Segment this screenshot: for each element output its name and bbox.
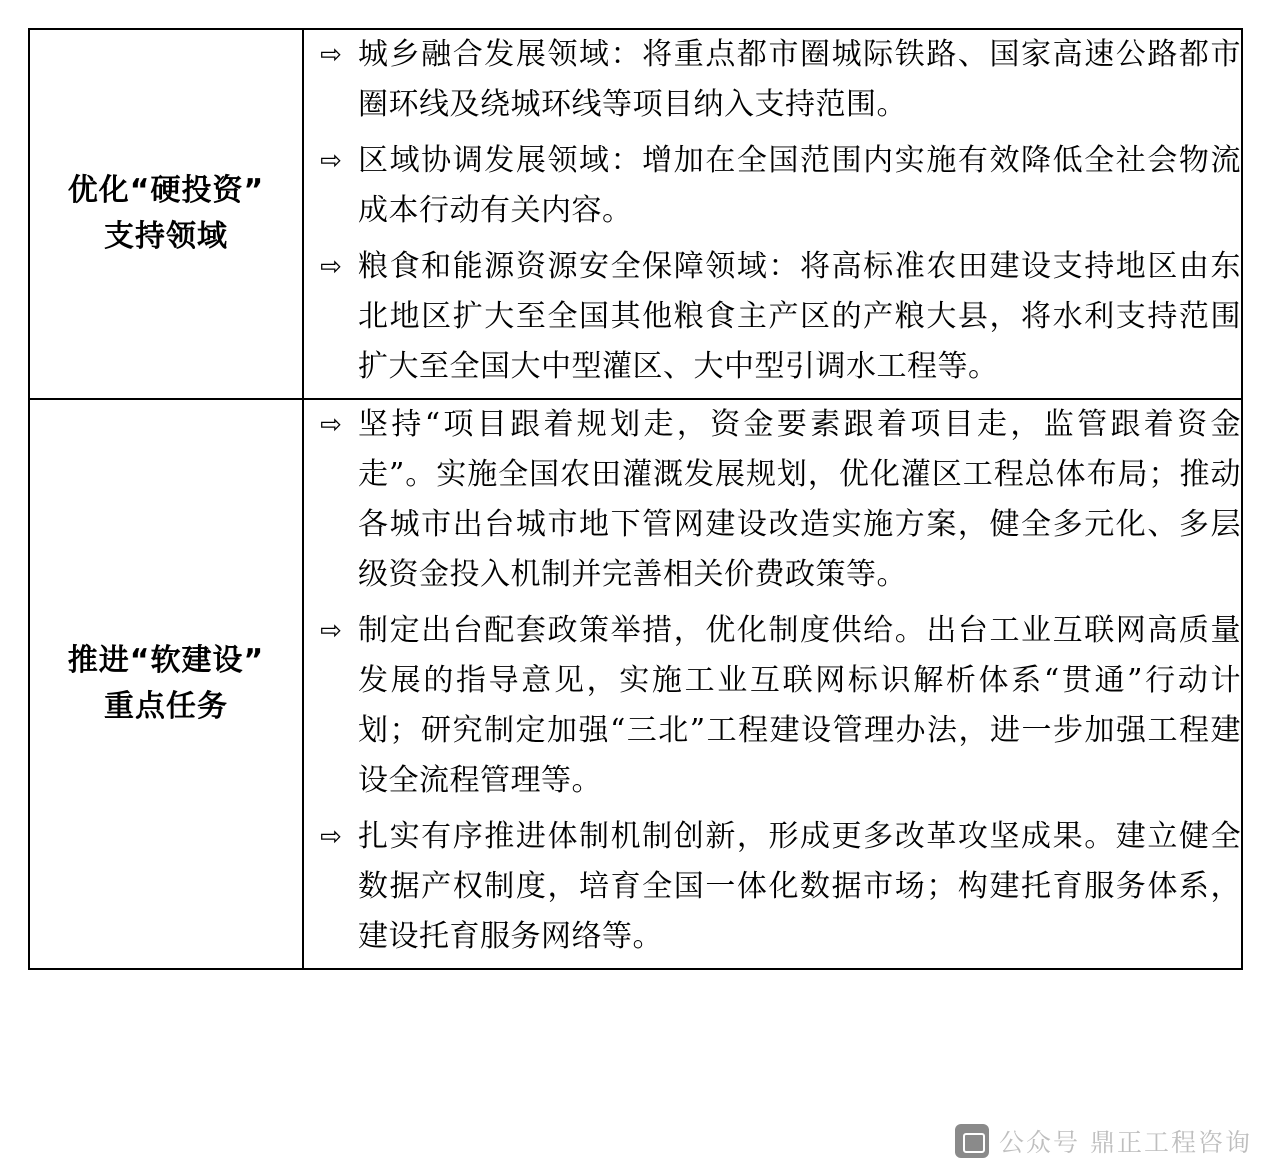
arrow-right-icon: ⇨ <box>320 146 342 176</box>
row-label-line: 推进“软建设” <box>67 642 265 678</box>
list-item-text: 区域协调发展领域：增加在全国范围内实施有效降低全社会物流成本行动有关内容。 <box>358 143 1241 228</box>
row-content-soft-construction <box>303 399 1242 969</box>
list-item <box>304 242 1241 392</box>
list-item <box>304 400 1241 600</box>
bullet-list <box>304 400 1241 962</box>
list-item-text: 制定出台配套政策举措，优化制度供给。出台工业互联网高质量发展的指导意见，实施工业互联网标识解析体系“贯通”行动计划；研究制定加强“三北”工程建设管理办法，进一步加强工程建设全流程管理等。 <box>358 613 1241 798</box>
row-label-soft-construction <box>29 399 303 969</box>
row-label-line: 支持领域 <box>104 219 228 254</box>
policy-table <box>28 28 1243 970</box>
arrow-right-icon: ⇨ <box>320 822 342 852</box>
list-item <box>304 30 1241 130</box>
wechat-badge-icon <box>955 1124 989 1158</box>
watermark-text: 公众号 鼎正工程咨询 <box>999 1128 1252 1157</box>
list-item <box>304 812 1241 962</box>
table-row <box>29 29 1242 399</box>
arrow-right-icon: ⇨ <box>320 40 342 70</box>
table-row <box>29 399 1242 969</box>
list-item <box>304 136 1241 236</box>
list-item-text: 城乡融合发展领域：将重点都市圈城际铁路、国家高速公路都市圈环线及绕城环线等项目纳入支持范围。 <box>358 37 1241 122</box>
arrow-right-icon: ⇨ <box>320 616 342 646</box>
row-label-line: 重点任务 <box>104 689 228 724</box>
row-label-hard-investment <box>29 29 303 399</box>
watermark <box>955 1123 1252 1159</box>
arrow-right-icon: ⇨ <box>320 410 342 440</box>
list-item-text: 扎实有序推进体制机制创新，形成更多改革攻坚成果。建立健全数据产权制度，培育全国一体化数据市场；构建托育服务体系，建设托育服务网络等。 <box>358 819 1241 954</box>
row-content-hard-investment <box>303 29 1242 399</box>
list-item-text: 粮食和能源资源安全保障领域：将高标准农田建设支持地区由东北地区扩大至全国其他粮食主产区的产粮大县，将水利支持范围扩大至全国大中型灌区、大中型引调水工程等。 <box>358 249 1241 384</box>
arrow-right-icon: ⇨ <box>320 252 342 282</box>
bullet-list <box>304 30 1241 392</box>
row-label-line: 优化“硬投资” <box>67 172 265 208</box>
list-item <box>304 606 1241 806</box>
list-item-text: 坚持“项目跟着规划走，资金要素跟着项目走，监管跟着资金走”。实施全国农田灌溉发展规划，优化灌区工程总体布局；推动各城市出台城市地下管网建设改造实施方案，健全多元化、多层级资金投入机制并完善相关价费政策等。 <box>358 407 1241 592</box>
